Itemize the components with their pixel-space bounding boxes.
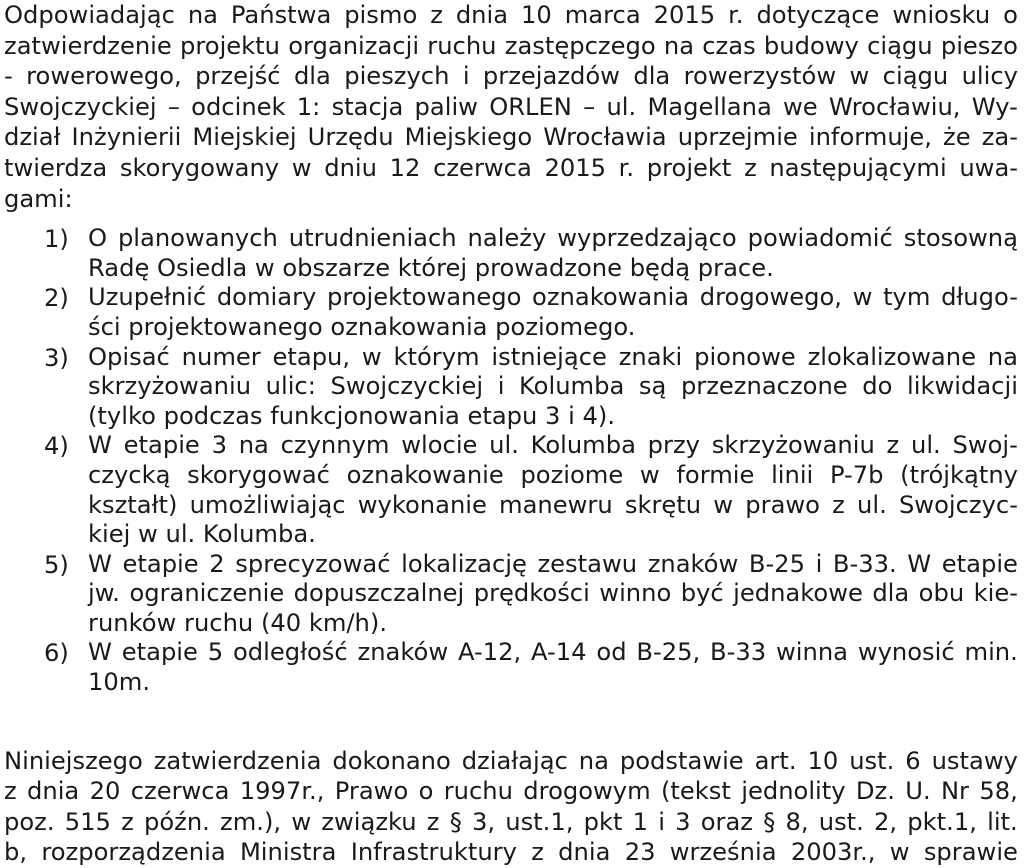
- text-line: Niniejszego zatwierdzenia dokonano działając na podstawie art. 10 ust. 6 ustawy: [4, 746, 1018, 775]
- text-line: gami:: [4, 184, 73, 213]
- list-item-number: 5): [44, 550, 69, 579]
- closing-paragraph: [0, 746, 1018, 868]
- text-line: dział Inżynierii Miejskiej Urzędu Miejskiego Wrocławia uprzejmie informuje, że za-: [4, 123, 1018, 152]
- text-line: poz. 515 z późn. zm.), w związku z § 3, ust.1, pkt 1 i 3 oraz § 8, ust. 2, pkt.1, lit.: [4, 807, 1018, 836]
- list-item: [0, 638, 1018, 697]
- list-item: [0, 224, 1018, 283]
- text-line: Swojczyckiej – odcinek 1: stacja paliw ORLEN – ul. Magellana we Wrocławiu, Wy-: [4, 92, 1018, 121]
- list-item: [0, 550, 1018, 639]
- text-line: czycką skorygować oznakowanie poziome w formie linii P-7b (trójkątny: [88, 460, 1018, 489]
- text-line: z dnia 20 czerwca 1997r., Prawo o ruchu drogowym (tekst jednolity Dz. U. Nr 58,: [4, 777, 1018, 806]
- text-line: Opisać numer etapu, w którym istniejące znaki pionowe zlokalizowane na: [88, 342, 1018, 371]
- text-line: b, rozporządzenia Ministra Infrastruktury z dnia 23 września 2003r., w sprawie: [4, 838, 1018, 867]
- list-item-number: 6): [44, 639, 69, 668]
- text-line: ści projektowanego oznakowania poziomego.: [88, 312, 636, 341]
- text-line: O planowanych utrudnieniach należy wyprzedzająco powiadomić stosowną: [88, 224, 1018, 253]
- text-line: - rowerowego, przejść dla pieszych i przejazdów dla rowerzystów w ciągu ulicy: [4, 62, 1018, 91]
- text-line: (tylko podczas funkcjonowania etapu 3 i 4).: [88, 401, 616, 430]
- text-line: jw. ograniczenie dopuszczalnej prędkości winno być jednakowe dla obu kie-: [88, 579, 1018, 608]
- text-line: skrzyżowaniu ulic: Swojczyckiej i Kolumba są przeznaczone do likwidacji: [88, 372, 1018, 401]
- list-item-number: 4): [44, 432, 69, 461]
- list-item-number: 3): [44, 343, 69, 372]
- text-line: Radę Osiedla w obszarze której prowadzone będą prace.: [88, 253, 774, 282]
- text-line: Uzupełnić domiary projektowanego oznakowania drogowego, w tym długo-: [88, 283, 1018, 312]
- text-line: zatwierdzenie projektu organizacji ruchu zastępczego na czas budowy ciągu pieszo: [4, 31, 1018, 60]
- intro-paragraph: [0, 0, 1018, 214]
- text-line: runków ruchu (40 km/h).: [88, 608, 388, 637]
- text-line: W etapie 5 odległość znaków A-12, A-14 od B-25, B-33 winna wynosić min.: [88, 638, 1018, 667]
- text-line: kiej w ul. Kolumba.: [88, 520, 316, 549]
- text-line: 10m.: [88, 668, 151, 697]
- text-line: Odpowiadając na Państwa pismo z dnia 10 marca 2015 r. dotyczące wniosku o: [4, 1, 1018, 29]
- text-line: W etapie 2 sprecyzować lokalizację zestawu znaków B-25 i B-33. W etapie: [88, 549, 1018, 578]
- text-line: W etapie 3 na czynnym wlocie ul. Kolumba przy skrzyżowaniu z ul. Swoj-: [88, 431, 1018, 460]
- remarks-list: [0, 224, 1024, 698]
- list-item: [0, 283, 1018, 342]
- list-item: [0, 431, 1018, 549]
- list-item: [0, 343, 1018, 432]
- list-item-number: 2): [44, 284, 69, 313]
- text-line: twierdza skorygowany w dniu 12 czerwca 2015 r. projekt z następującymi uwa-: [4, 153, 1018, 182]
- list-item-number: 1): [44, 225, 69, 254]
- text-line: kształt) umożliwiając wykonanie manewru skrętu w prawo z ul. Swojczyc-: [88, 490, 1018, 519]
